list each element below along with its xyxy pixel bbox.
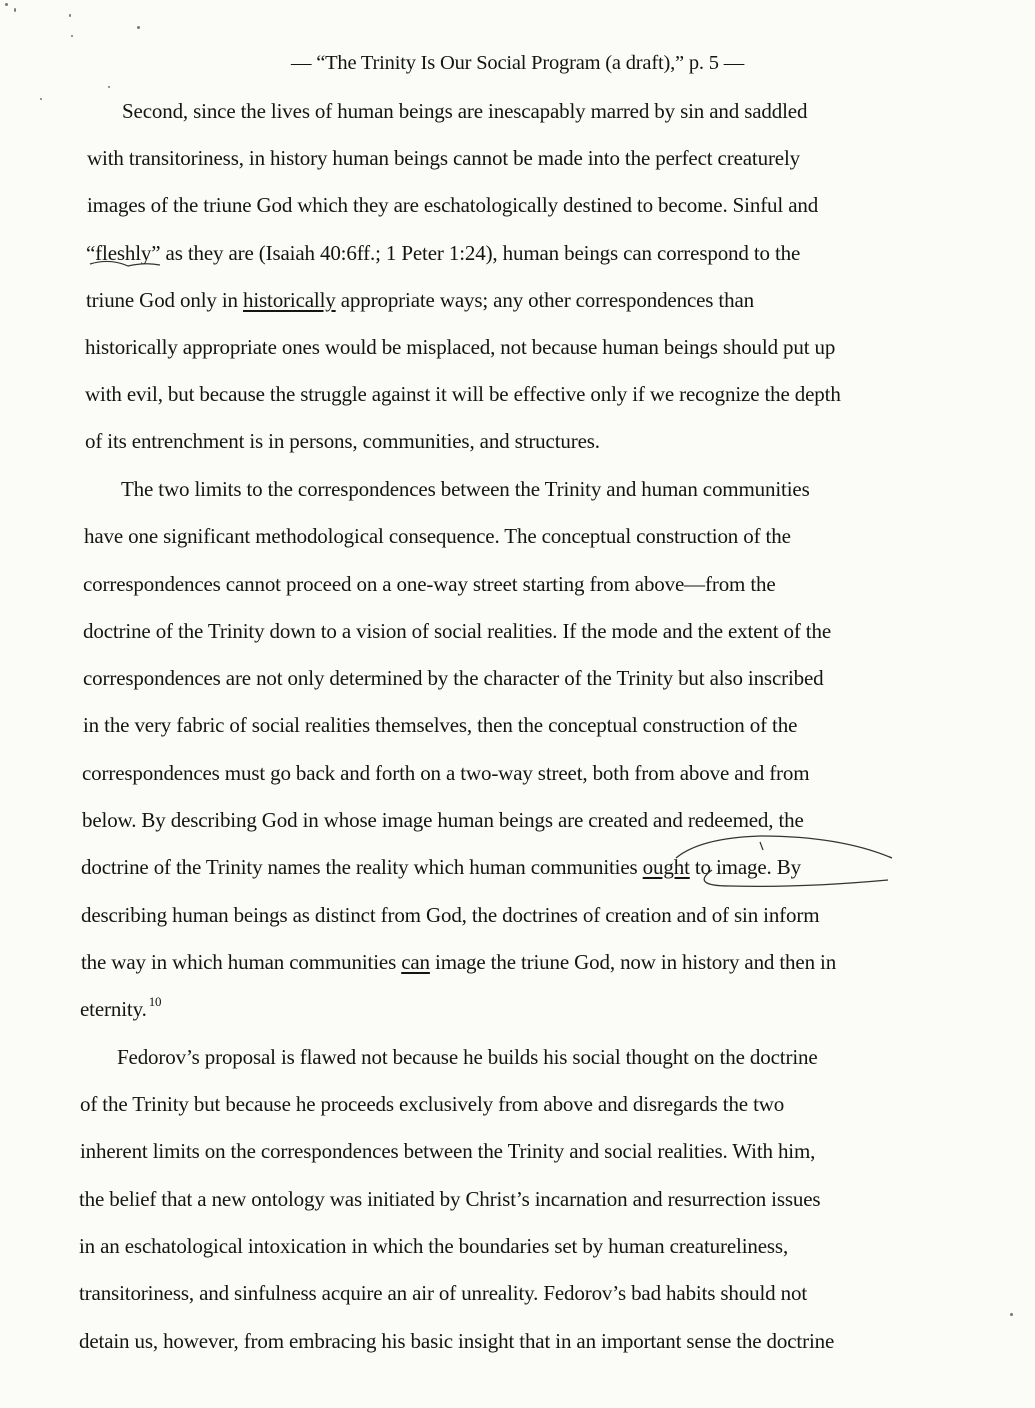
text-line: Second, since the lives of human beings are inescapably marred by sin and saddled (122, 99, 808, 123)
text-line: with evil, but because the struggle against it will be effective only if we recognize the depth (85, 382, 841, 406)
text-line: below. By describing God in whose image human beings are created and redeemed, the (82, 808, 804, 832)
text-line: have one significant methodological consequence. The conceptual construction of the (84, 524, 791, 548)
text-line: triune God only in historically appropriate ways; any other correspondences than (86, 288, 754, 312)
text-line: correspondences are not only determined by the character of the Trinity but also inscribed (83, 666, 824, 690)
text-line: correspondences must go back and forth on a two-way street, both from above and from (82, 761, 810, 785)
page-header: — “The Trinity Is Our Social Program (a draft),” p. 5 — (290, 52, 744, 74)
text-line: doctrine of the Trinity names the reality which human communities ought to image. By (81, 855, 801, 879)
text-line: with transitoriness, in history human beings cannot be made into the perfect creaturely (87, 146, 800, 170)
pen-tick-mark (760, 842, 763, 850)
text-line: correspondences cannot proceed on a one-way street starting from above—from the (83, 572, 776, 596)
text-line: of its entrenchment is in persons, communities, and structures. (85, 429, 600, 453)
text-line: images of the triune God which they are eschatologically destined to become. Sinful and (87, 193, 819, 217)
text-line: historically appropriate ones would be misplaced, not because human beings should put up (85, 335, 836, 359)
emphasis-underline: historically (242, 288, 336, 312)
text-line: transitoriness, and sinfulness acquire an air of unreality. Fedorov’s bad habits should not (79, 1281, 808, 1305)
footnote-marker: 10 (148, 994, 162, 1009)
emphasis-underline: ought (642, 855, 690, 879)
text-line: in the very fabric of social realities themselves, then the conceptual construction of the (83, 713, 798, 737)
emphasis-underline: can (401, 950, 430, 974)
text-line: doctrine of the Trinity down to a vision of social realities. If the mode and the extent of the (83, 619, 831, 643)
text-line: Fedorov’s proposal is flawed not because he builds his social thought on the doctrine (117, 1045, 818, 1069)
pen-loop-mark (704, 870, 888, 886)
text-line: inherent limits on the correspondences between the Trinity and social realities. With him, (80, 1139, 816, 1163)
text-line: in an eschatological intoxication in which the boundaries set by human creatureliness, (79, 1234, 789, 1258)
text-line: detain us, however, from embracing his basic insight that in an important sense the doctrine (79, 1329, 835, 1353)
text-line: describing human beings as distinct from God, the doctrines of creation and of sin inform (81, 903, 820, 927)
pen-arc-mark (676, 836, 892, 858)
text-line: eternity. $^{10}$ (80, 994, 162, 1021)
text-line: the belief that a new ontology was initiated by Christ’s incarnation and resurrection issues (79, 1187, 821, 1211)
text-line: the way in which human communities can image the triune God, now in history and then in (81, 950, 837, 974)
text-line: The two limits to the correspondences between the Trinity and human communities (121, 477, 810, 501)
text-line: “fleshly” as they are (Isaiah 40:6ff.; 1 Peter 1:24), human beings can correspond to the (86, 241, 801, 265)
text-line: of the Trinity but because he proceeds exclusively from above and disregards the two (80, 1092, 785, 1116)
pen-underline-mark (90, 261, 160, 266)
